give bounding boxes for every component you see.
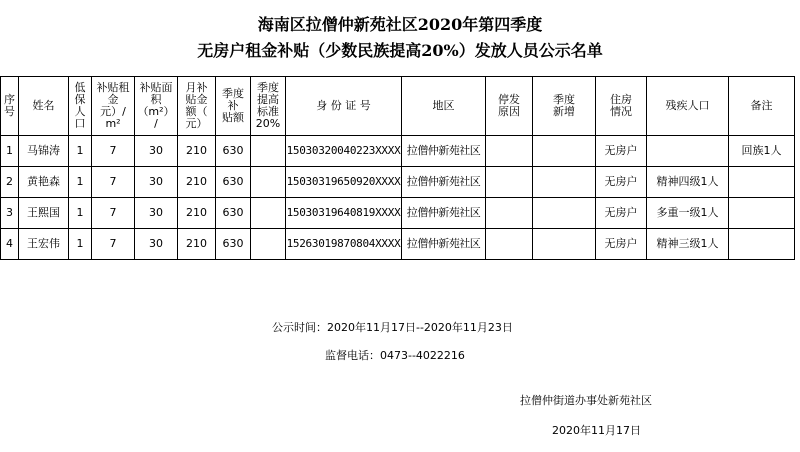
cell-monthly: 210: [178, 167, 216, 198]
header-seq: 序 号: [1, 77, 19, 136]
header-stop: 停发 原因: [486, 77, 533, 136]
header-monthly: 月补 贴金 额（ 元）: [178, 77, 216, 136]
cell-idcard: 15030320040223XXXX: [286, 136, 402, 167]
cell-seq: 1: [1, 136, 19, 167]
publicity-period: 公示时间：2020年11月17日--2020年11月23日: [272, 321, 513, 334]
cell-dibao: 1: [69, 167, 92, 198]
header-disabled: 残疾人口: [647, 77, 729, 136]
header-area: 补贴面 积 （m²） /: [135, 77, 178, 136]
cell-stop: [486, 198, 533, 229]
cell-district: 拉僧仲新苑社区: [402, 198, 486, 229]
issue-date: 2020年11月17日: [552, 424, 641, 437]
header-name: 姓名: [19, 77, 69, 136]
cell-stop: [486, 167, 533, 198]
table-row: [1, 198, 795, 229]
cell-newq: [533, 167, 596, 198]
supervision-phone: 监督电话：0473--4022216: [325, 349, 465, 362]
cell-idcard: 15030319650920XXXX: [286, 167, 402, 198]
cell-name: 黄艳森: [19, 167, 69, 198]
cell-dibao: 1: [69, 136, 92, 167]
roster-table: [0, 76, 795, 260]
cell-name: 马锦涛: [19, 136, 69, 167]
cell-remark: [729, 198, 795, 229]
cell-rent: 7: [92, 167, 135, 198]
cell-district: 拉僧仲新苑社区: [402, 167, 486, 198]
cell-remark: 回族1人: [729, 136, 795, 167]
cell-quarter: 630: [216, 198, 251, 229]
cell-quarter: 630: [216, 136, 251, 167]
cell-area: 30: [135, 136, 178, 167]
cell-stop: [486, 229, 533, 260]
table-row: [1, 136, 795, 167]
cell-standard: [251, 198, 286, 229]
cell-housing: 无房户: [596, 198, 647, 229]
cell-dibao: 1: [69, 198, 92, 229]
document-title-line2: 无房户租金补贴（少数民族提高20%）发放人员公示名单: [197, 41, 603, 60]
cell-remark: [729, 229, 795, 260]
cell-standard: [251, 167, 286, 198]
issuing-organization: 拉僧仲街道办事处新苑社区: [520, 394, 652, 407]
table-row: [1, 229, 795, 260]
cell-monthly: 210: [178, 229, 216, 260]
cell-monthly: 210: [178, 198, 216, 229]
cell-housing: 无房户: [596, 136, 647, 167]
table-row: [1, 167, 795, 198]
header-newq: 季度 新增: [533, 77, 596, 136]
header-standard: 季度 提高 标准 20%: [251, 77, 286, 136]
cell-quarter: 630: [216, 229, 251, 260]
cell-quarter: 630: [216, 167, 251, 198]
cell-housing: 无房户: [596, 229, 647, 260]
cell-seq: 4: [1, 229, 19, 260]
cell-standard: [251, 136, 286, 167]
cell-standard: [251, 229, 286, 260]
cell-seq: 3: [1, 198, 19, 229]
cell-area: 30: [135, 229, 178, 260]
cell-name: 王宏伟: [19, 229, 69, 260]
cell-monthly: 210: [178, 136, 216, 167]
cell-disabled: 精神四级1人: [647, 167, 729, 198]
table-header-row: [1, 77, 795, 136]
cell-rent: 7: [92, 136, 135, 167]
cell-rent: 7: [92, 229, 135, 260]
cell-district: 拉僧仲新苑社区: [402, 229, 486, 260]
header-rent: 补贴租 金 元）/ m²: [92, 77, 135, 136]
cell-dibao: 1: [69, 229, 92, 260]
header-housing: 住房 情况: [596, 77, 647, 136]
cell-rent: 7: [92, 198, 135, 229]
cell-idcard: 15263019870804XXXX: [286, 229, 402, 260]
cell-disabled: 精神三级1人: [647, 229, 729, 260]
header-district: 地区: [402, 77, 486, 136]
cell-housing: 无房户: [596, 167, 647, 198]
document-title-line1: 海南区拉僧仲新苑社区2020年第四季度: [257, 15, 543, 34]
cell-area: 30: [135, 198, 178, 229]
cell-disabled: [647, 136, 729, 167]
header-dibao: 低 保 人 口: [69, 77, 92, 136]
cell-disabled: 多重一级1人: [647, 198, 729, 229]
cell-name: 王熙国: [19, 198, 69, 229]
cell-remark: [729, 167, 795, 198]
cell-newq: [533, 229, 596, 260]
cell-stop: [486, 136, 533, 167]
cell-newq: [533, 198, 596, 229]
cell-area: 30: [135, 167, 178, 198]
header-quarter: 季度 补 贴额: [216, 77, 251, 136]
cell-district: 拉僧仲新苑社区: [402, 136, 486, 167]
cell-idcard: 15030319640819XXXX: [286, 198, 402, 229]
header-idcard: 身 份 证 号: [286, 77, 402, 136]
cell-seq: 2: [1, 167, 19, 198]
header-remark: 备注: [729, 77, 795, 136]
cell-newq: [533, 136, 596, 167]
